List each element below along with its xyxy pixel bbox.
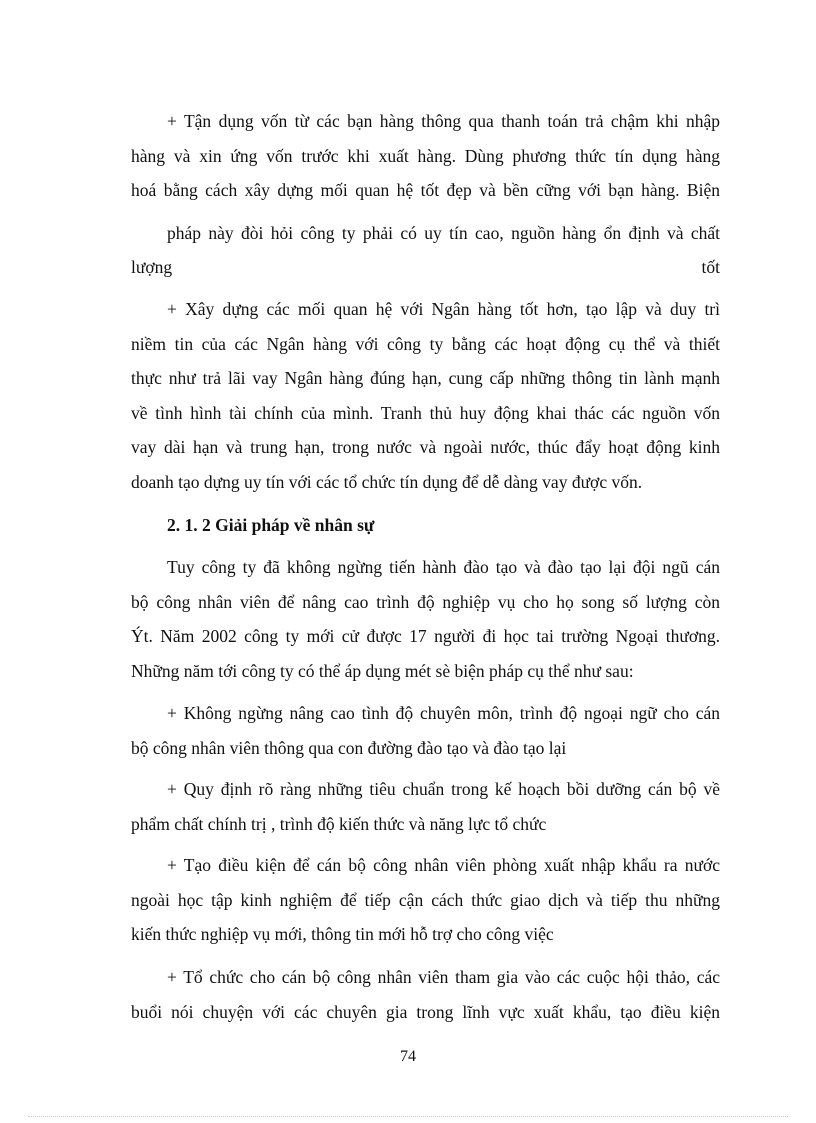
text-line: bộ công nhân viên để nâng cao trình độ nghiệp vụ cho họ song số lượng còn (131, 591, 720, 612)
paragraph-reputation-requirement (167, 216, 720, 251)
paragraph-credit-from-partners (131, 104, 720, 208)
text-line: niềm tin của các Ngân hàng với công ty bằng các hoạt động cụ thể và thiết (131, 333, 720, 354)
text-line: hoá bằng cách xây dựng mối quan hệ tốt đẹp và bền cững với bạn hàng. Biện (131, 180, 720, 200)
text-line: + Quy định rõ ràng những tiêu chuẩn trong kế hoạch bồi dưỡng cán bộ về (167, 779, 720, 799)
text-line: về tình hình tài chính của mình. Tranh thủ huy động khai thác các nguồn vốn (131, 402, 720, 423)
text-line: + Tổ chức cho cán bộ công nhân viên tham gia vào các cuộc hội thảo, các (167, 967, 720, 987)
page-number: 74 (400, 1048, 416, 1065)
text-line: doanh tạo dựng uy tín với các tổ chức tín dụng để dễ dàng vay được vốn. (131, 471, 643, 492)
paragraph-seminars (131, 960, 720, 1029)
text-line: ngoài học tập kinh nghiệm để tiếp cận cách thức giao dịch và tiếp thu những (131, 889, 720, 910)
text-line: + Xây dựng các mối quan hệ với Ngân hàng tốt hơn, tạo lập và duy trì (167, 299, 720, 319)
paragraph-standards (131, 772, 720, 841)
text-line: + Tận dụng vốn từ các bạn hàng thông qua thanh toán trả chậm khi nhập (167, 111, 720, 131)
text-line: Những năm tới công ty có thể áp dụng mét sè biện pháp cụ thể như sau: (131, 660, 634, 681)
paragraph-overseas-learning (131, 848, 720, 952)
text-line: thực như trả lãi vay Ngân hàng đúng hạn, cung cấp những thông tin lành mạnh (131, 368, 720, 388)
text-line: bộ công nhân viên thông qua con đường đào tạo và đào tạo lại (131, 737, 567, 758)
text-line: pháp này đòi hỏi công ty phải có uy tín cao, nguồn hàng ổn định và chất (167, 223, 720, 243)
text-line: hàng và xin ứng vốn trước khi xuất hàng. Dùng phương thức tín dụng hàng (131, 145, 720, 166)
split-justified-line (131, 250, 720, 285)
split-line-right-word: tốt (701, 257, 720, 277)
paragraph-improve-skills (131, 696, 720, 765)
text-line: buổi nói chuyện với các chuyên gia trong lĩnh vực xuất khẩu, tạo điều kiện (131, 1001, 720, 1022)
text-line: Tuy công ty đã không ngừng tiến hành đào tạo và đào tạo lại đội ngũ cán (167, 557, 720, 577)
paragraph-bank-relations (131, 292, 720, 499)
paragraph-staff-training (131, 550, 720, 688)
text-line: Ýt. Năm 2002 công ty mới cử được 17 người đi học tai trường Ngoại thương. (131, 626, 720, 646)
split-line-left-word: lượng (131, 257, 173, 277)
section-heading: 2. 1. 2 Giải pháp về nhân sự (167, 515, 375, 535)
text-line: phẩm chất chính trị , trình độ kiến thức và năng lực tổ chức (131, 813, 547, 834)
text-line: kiến thức nghiệp vụ mới, thông tin mới hỗ trợ cho công việc (131, 924, 554, 944)
text-line: + Không ngừng nâng cao tình độ chuyên môn, trình độ ngoại ngữ cho cán (167, 703, 720, 723)
text-line: vay dài hạn và trung hạn, trong nước và ngoài nước, thúc đẩy hoạt động kinh (131, 437, 720, 457)
text-line: + Tạo điều kiện để cán bộ công nhân viên phòng xuất nhập khẩu ra nước (167, 855, 720, 875)
page-bottom-divider (28, 1116, 788, 1117)
